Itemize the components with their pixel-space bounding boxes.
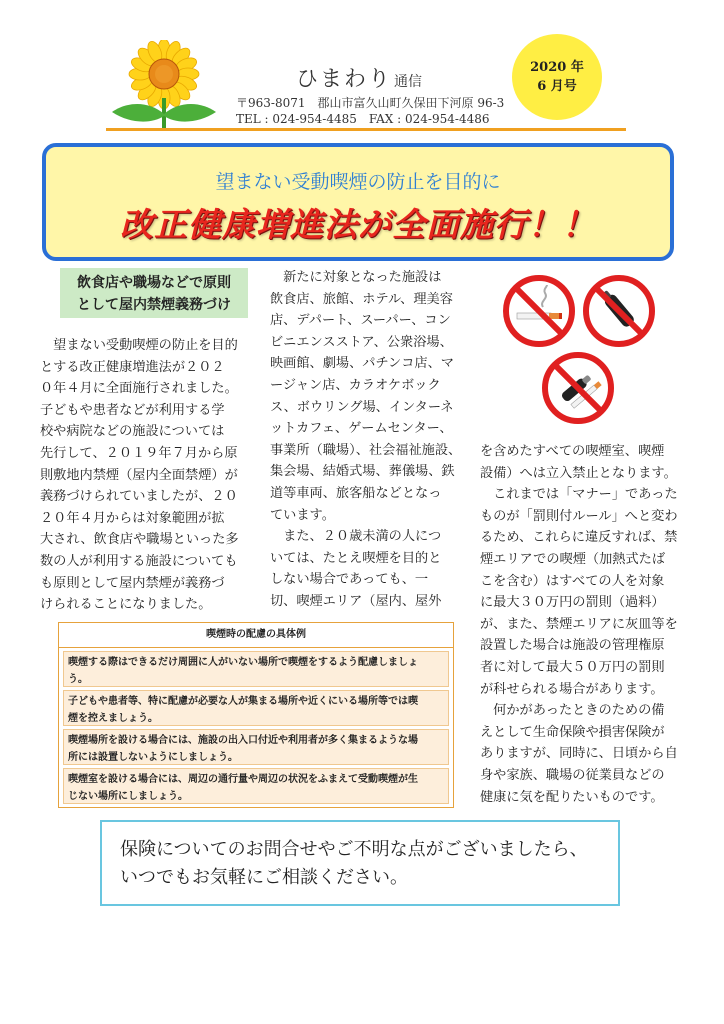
text-line: 則敷地内禁煙（屋内全面禁煙）が xyxy=(40,467,238,483)
text-line: 設備）へは立入禁止となります。 xyxy=(480,465,677,481)
table-row-text: う。 xyxy=(68,674,88,685)
body-column-2 xyxy=(270,267,470,613)
contact-note xyxy=(100,820,620,906)
table-row-text: 煙を控えましょう。 xyxy=(68,713,158,724)
table-row-text: 喫煙する際はできるだけ周囲に人がいない場所で喫煙をするよう配慮しましょ xyxy=(68,657,418,668)
text-line: 切、喫煙エリア（屋内、屋外 xyxy=(270,593,442,609)
text-line: 飲食店、旅館、ホテル、理美容 xyxy=(270,291,453,307)
text-line: 望まない受動喫煙の防止を目的 xyxy=(40,338,238,353)
text-line: 子どもや患者などが利用する学 xyxy=(40,402,225,418)
newsletter-title: ひまわり 通信 xyxy=(296,67,423,92)
text-line: いては、たとえ喫煙を目的と xyxy=(270,550,442,566)
text-line: とする改正健康増進法が２０２ xyxy=(40,359,225,375)
text-line: 煙エリアでの喫煙（加熱式たば xyxy=(480,551,666,567)
text-line: ています。 xyxy=(270,507,335,523)
text-line: が科せられる場合があります。 xyxy=(480,681,664,697)
text-line: 者に対して最大５０万円の罰則 xyxy=(480,659,665,675)
address: 〒963-8071 郡山市富久山町久保田下河原 96-3 xyxy=(236,96,505,110)
no-heated-tobacco-icon xyxy=(583,275,655,347)
text-line: しない場合であっても、一 xyxy=(270,572,429,588)
header-divider xyxy=(106,128,626,131)
text-line: が、また、禁煙エリアに灰皿等を xyxy=(480,616,678,632)
text-line: 店、デパート、スーパー、コン xyxy=(270,313,451,329)
table-row xyxy=(63,651,449,687)
text-line: ありますが、同時に、日頃から自 xyxy=(480,746,678,762)
text-line: えとして生命保険や損害保険が xyxy=(480,724,665,740)
headline-banner xyxy=(42,143,674,261)
text-line: 何かがあったときのための備 xyxy=(480,703,665,719)
table-row xyxy=(63,768,449,804)
issue-month: 6 月号 xyxy=(537,79,577,94)
no-smoking-products-icon xyxy=(542,352,614,424)
text-line: 設置した場合は施設の管理権原 xyxy=(480,638,665,654)
text-line: 大され、飲食店や職場といった多 xyxy=(40,532,239,548)
text-line: 健康に気を配りたいものです。 xyxy=(480,789,664,805)
table-row-text: 喫煙場所を設ける場合には、施設の出入口付近や利用者が多く集まるような場 xyxy=(68,735,418,746)
banner-headline: 改正健康増進法が全面施行！！ xyxy=(120,205,596,244)
text-line: 映画館、劇場、パチンコ店、マ xyxy=(270,356,454,372)
text-line: ものが「罰則付ルール」へと変わ xyxy=(480,508,678,524)
text-line: ０年４月に全面施行されました。 xyxy=(40,381,238,397)
body-column-3 xyxy=(480,441,688,808)
section-heading-line: 飲食店や職場などで原則 xyxy=(77,275,231,291)
text-line: 集会場、結婚式場、葬儀場、鉄 xyxy=(270,464,455,480)
text-line: ス、ボウリング場、インターネ xyxy=(270,399,454,415)
text-line: こを含む）はすべての人を対象 xyxy=(480,573,665,589)
table-row xyxy=(63,729,449,765)
newsletter-title-suffix: 通信 xyxy=(394,74,423,90)
text-line: ージャン店、カラオケボック xyxy=(270,377,441,393)
table-row xyxy=(63,690,449,726)
smoking-consideration-table xyxy=(58,622,454,808)
table-row-text: じない場所にしましょう。 xyxy=(68,791,188,802)
table-row-text: 喫煙室を設ける場合には、周辺の通行量や周辺の状況をふまえて受動喫煙が生 xyxy=(68,774,418,785)
text-line: 道等車両、旅客船などとなっ xyxy=(270,485,442,501)
text-line: これまでは「マナー」であった xyxy=(480,487,678,503)
table-row-text: 子どもや患者等、特に配慮が必要な人が集まる場所や近くにいる場所等では喫 xyxy=(68,696,418,707)
text-line: けられることになりました。 xyxy=(40,597,212,613)
issue-date-badge xyxy=(512,34,602,120)
text-line: 数の人が利用する施設についても xyxy=(40,553,238,569)
text-line: 新たに対象となった施設は xyxy=(270,270,442,285)
text-line: に最大３０万円の罰則（過料） xyxy=(480,595,665,611)
text-line: ビニエンスストア、公衆浴場、 xyxy=(270,334,453,350)
text-line: ットカフェ、ゲームセンター、 xyxy=(270,421,453,437)
contact-note-line: 保険についてのお問合せやご不明な点がございましたら、 xyxy=(120,839,588,860)
table-row-text: 所には設置しないようにしましょう。 xyxy=(68,752,238,763)
section-heading xyxy=(60,268,248,318)
text-line: 校や病院などの施設については xyxy=(40,424,225,440)
text-line: 義務づけられていましたが、２０ xyxy=(40,489,238,505)
text-line: 身や家族、職場の従業員などの xyxy=(480,767,665,783)
text-line: ２０年４月からは対象範囲が拡 xyxy=(40,510,225,526)
text-line: を含めたすべての喫煙室、喫煙 xyxy=(480,444,665,459)
text-line: また、２０歳未満の人につ xyxy=(270,529,442,545)
banner-subtitle: 望まない受動喫煙の防止を目的に xyxy=(215,171,501,193)
contact-note-line: いつでもお気軽にご相談ください。 xyxy=(120,867,408,888)
text-line: 先行して、２０１９年７月から原 xyxy=(40,445,238,461)
issue-year: 2020 年 xyxy=(530,60,584,75)
text-line: るため、これらに違反すれば、禁 xyxy=(480,530,678,546)
body-column-1 xyxy=(40,335,258,616)
text-line: 事業所（職場）、社会福祉施設、 xyxy=(270,442,462,458)
sunflower-logo-icon xyxy=(108,40,220,130)
table-heading: 喫煙時の配慮の具体例 xyxy=(59,623,453,648)
text-line: も原則として屋内禁煙が義務づ xyxy=(40,575,225,591)
no-cigarette-icon xyxy=(503,275,575,347)
tel-fax: TEL : 024-954-4485 FAX : 024-954-4486 xyxy=(236,112,490,126)
section-heading-line: として屋内禁煙義務づけ xyxy=(77,296,231,313)
